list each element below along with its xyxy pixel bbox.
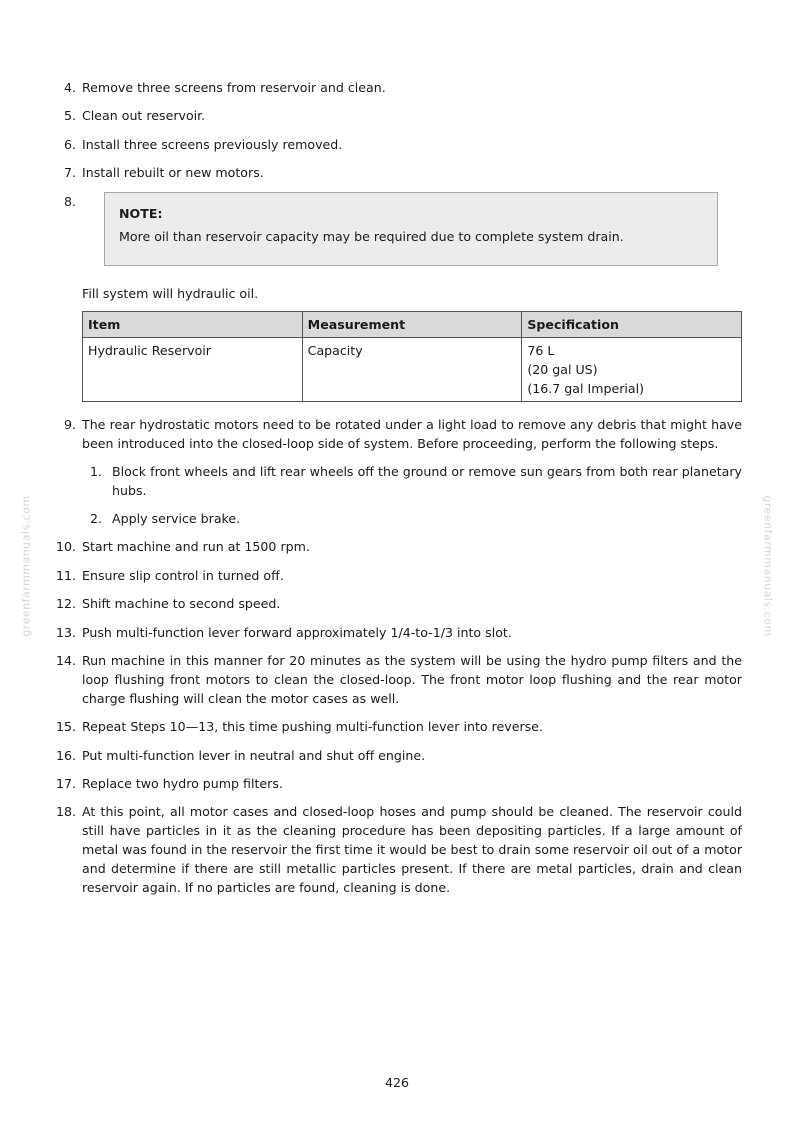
step-14 (56, 651, 742, 708)
step-number: 5. (63, 108, 76, 124)
step-number: 16. (56, 747, 77, 763)
step-number: 11. (56, 567, 77, 583)
step-11 (56, 566, 742, 585)
substep-2 (82, 509, 742, 528)
table-header-row (83, 311, 742, 337)
spec-liters: 76 L (527, 342, 555, 358)
procedure-steps (56, 78, 742, 907)
step-17 (56, 774, 742, 793)
step-number: 18. (56, 804, 77, 820)
watermark-right: greenfarmmanuals.com (761, 495, 775, 637)
cell-measurement: Capacity (302, 337, 522, 401)
step-number: 4. (63, 80, 76, 95)
step-text: Start machine and run at 1500 rpm. (82, 539, 310, 555)
step-8 (56, 192, 742, 402)
step-number: 8. (63, 193, 76, 209)
substep-text: Apply service brake. (112, 510, 241, 526)
step-18 (56, 802, 742, 897)
header-item: Item (83, 311, 303, 337)
step-13 (56, 623, 742, 642)
step-number: 12. (56, 596, 77, 612)
step-text: Shift machine to second speed. (82, 596, 281, 612)
spec-gal-imperial: (16.7 gal Imperial) (527, 380, 645, 396)
step-10 (56, 537, 742, 556)
substep-number: 1. (89, 463, 102, 479)
step-12 (56, 594, 742, 613)
step-number: 15. (56, 719, 77, 735)
note-title: NOTE: (119, 205, 163, 221)
header-specification: Specification (522, 311, 742, 337)
header-measurement: Measurement (302, 311, 522, 337)
fill-instruction: Fill system will hydraulic oil. (82, 285, 259, 301)
step-text: At this point, all motor cases and closed-loop hoses and pump should be cleaned. The reservoir could still have particles in it as the cleaning procedure has been depositing particles. If a large amount of metal was found in the reservoir the first time it would be best to drain some reservoir oil out of a motor and determine if there are still metallic particles present. If there are metal particles, drain and clean reservoir again. If no particles are found, cleaning is done. (82, 804, 742, 896)
note-box (104, 192, 718, 266)
step-text: Run machine in this manner for 20 minutes as the system will be using the hydro pump filters and the loop flushing front motors to clean the closed-loop. The front motor loop flushing and the rear motor charge flushing will clean the motor cases as well. (82, 652, 742, 706)
spec-gal-us: (20 gal US) (527, 361, 598, 377)
step-6 (56, 135, 742, 154)
step-number: 7. (63, 165, 76, 181)
substeps (82, 462, 742, 528)
step-text: Ensure slip control in turned off. (82, 567, 284, 583)
substep-1 (82, 462, 742, 500)
watermark-left: greenfarmmanuals.com (19, 495, 33, 637)
cell-specification (522, 337, 742, 401)
step-5 (56, 106, 742, 125)
substep-text: Block front wheels and lift rear wheels off the ground or remove sun gears from both rear planetary hubs. (112, 463, 742, 498)
note-text: More oil than reservoir capacity may be required due to complete system drain. (119, 228, 624, 244)
step-text: The rear hydrostatic motors need to be rotated under a light load to remove any debris that might have been introduced into the closed-loop side of system. Before proceeding, perform the following steps. (82, 416, 742, 451)
step-text: Replace two hydro pump filters. (82, 776, 283, 792)
step-15 (56, 717, 742, 736)
cell-item: Hydraulic Reservoir (83, 337, 303, 401)
step-number: 9. (63, 416, 76, 432)
step-16 (56, 746, 742, 765)
step-number: 13. (56, 624, 77, 640)
step-4 (56, 78, 742, 97)
table-row (83, 337, 742, 401)
step-7 (56, 163, 742, 182)
step-text: Remove three screens from reservoir and clean. (82, 80, 386, 95)
step-text: Clean out reservoir. (82, 108, 206, 124)
step-number: 14. (56, 652, 77, 668)
capacity-table (82, 311, 742, 402)
step-9 (56, 415, 742, 528)
step-text: Put multi-function lever in neutral and shut off engine. (82, 747, 426, 763)
step-number: 10. (56, 539, 77, 555)
step-text: Install rebuilt or new motors. (82, 165, 264, 181)
substep-number: 2. (89, 510, 102, 526)
page-number: 426 (384, 1075, 410, 1090)
step-text: Push multi-function lever forward approximately 1/4-to-1/3 into slot. (82, 624, 512, 640)
step-text: Install three screens previously removed. (82, 136, 343, 152)
step-text: Repeat Steps 10—13, this time pushing multi-function lever into reverse. (82, 719, 543, 735)
step-number: 17. (56, 776, 77, 792)
step-number: 6. (63, 136, 76, 152)
